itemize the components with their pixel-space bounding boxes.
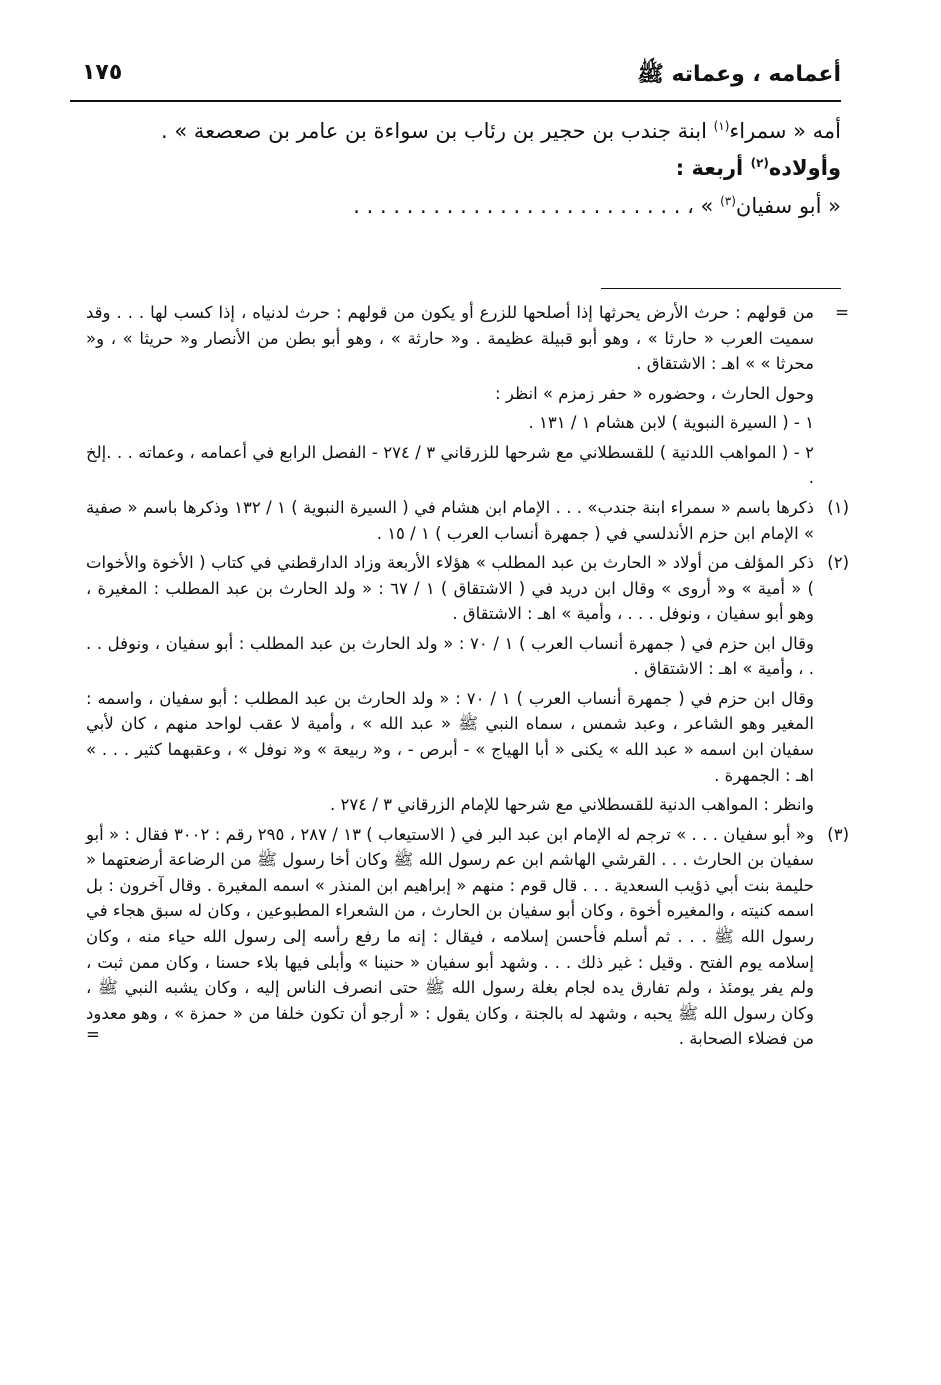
footnote-mark: = [835, 303, 849, 322]
footnote [86, 822, 849, 1052]
main-line-mother: أمه « سمراء$^{(١)}$ ابنة جندب بن حجير بن رئاب بن سواءة بن عامر بن صعصعة » . [160, 119, 841, 143]
main-line-children: وأولاده$^{(٢)}$ أربعة : [675, 156, 841, 181]
dotted-leader: . . . . . . . . . . . . . . . . . . . . . . . . . [353, 193, 681, 218]
main-text [100, 118, 841, 230]
footnote-paragraph: ذكرها باسم « سمراء ابنة جندب» . . . الإمام ابن هشام في ( السيرة النبوية ) ١ / ١٣٢ وذكرها باسم « صفية » الإمام ابن حزم الأندلسي في ( جمهرة أنساب العرب ) ١ / ١٥ . [86, 497, 814, 543]
continuation-mark: = [86, 1025, 100, 1045]
footnotes [86, 300, 849, 1056]
footnote-ref-2: (٢) [750, 156, 769, 171]
running-title: أعمامه ، وعماته ﷺ [637, 62, 841, 87]
footnote-mark: (١) [827, 497, 849, 517]
footnote-paragraph: وقال ابن حزم في ( جمهرة أنساب العرب ) ١ / ٧٠ : « ولد الحارث بن عبد المطلب : أبو سفيان ، واسمه : المغير وهو الشاعر ، وعبد شمس ، سماه النبي ﷺ « عبد الله » ، وأمية لا عقب لواحد منهم ، كان لأبي سفيان ابن اسمه « عبد الله » يكنى « أبا الهياج » - أبرص - ، و« ربيعة » و« نوفل » ، وعقبهما كثير . . . » اهـ : الجمهرة . [86, 688, 814, 785]
footnote-paragraph: ٢ - ( المواهب اللدنية ) للقسطلاني مع شرحها للزرقاني ٣ / ٢٧٤ - الفصل الرابع في أعمامه ، وعماته . . .إلخ . [86, 442, 814, 488]
page-number: ١٧٥ [82, 60, 123, 85]
footnote-paragraph: وحول الحارث ، وحضوره « حفر زمزم » انظر : [495, 383, 814, 403]
footnote-paragraph: ذكر المؤلف من أولاد « الحارث بن عبد المطلب » هؤلاء الأربعة وزاد الدارقطني في كتاب ( الأخوة والأخوات ) « أمية » و« أروى » وقال ابن دريد في ( الاشتقاق ) ١ / ٦٧ : « ولد الحارث بن عبد المطلب : المغيرة ، وهو أبو سفيان ، ونوفل . . . ، وأمية » اهـ : الاشتقاق . [86, 553, 814, 624]
footnote-paragraph: وقال ابن حزم في ( جمهرة أنساب العرب ) ١ / ٧٠ : « ولد الحارث بن عبد المطلب : أبو سفيان ، ونوفل . . . ، وأمية » اهـ : الاشتقاق . [86, 633, 814, 679]
footnote [86, 495, 849, 546]
main-line-abu-sufyan: « أبو سفيان$^{(٣)}$ » ، . . . . . . . . . . . . . . . . . . . . . . . . . [353, 193, 841, 218]
footnote-paragraph: و« أبو سفيان . . . » ترجم له الإمام ابن عبد البر في ( الاستيعاب ) ١٣ / ٢٨٧ ، ٢٩٥ رقم : ٣٠٠٢ فقال : « أبو سفيان بن الحارث . . . القرشي الهاشم ابن عم رسول الله ﷺ وكان أخا رسول ﷺ من الرضاعة أرضعتهما « حليمة بنت أبي ذؤيب السعدية . . . قال قوم : منهم « إبراهيم ابن المنذر » اسمه المغيرة . وقال آخرون : بل اسمه كنيته ، والمغيره أخوة ، وكان أبو سفيان بن الحارث ، من الشعراء المطبوعين ، وكان له سبق هجاء في رسول الله ﷺ . . . ثم أسلم فأحسن إسلامه ، فيقال : إنه ما رفع رأسه إلى رسول الله حياء منه ، وكان إسلامه يوم الفتح . وقيل : غير ذلك . . . وشهد أبو سفيان « حنينا » وأبلى فيها بلاء حسنا ، وكان ممن ثبت ، ولم يفر يومئذ ، ولم تفارق يده لجام بغلة رسول الله ﷺ حتى انصرف الناس إليه ، وكان يشبه النبي ﷺ ، وكان رسول الله ﷺ يحبه ، وشهد له بالجنة ، وكان يقول : « أرجو أن تكون خلفا من « حمزة » ، وهو معدود من فضلاء الصحابة . [86, 824, 814, 1049]
footnote-paragraph: وانظر : المواهب الدنية للقسطلاني مع شرحها للإمام الزرقاني ٣ / ٢٧٤ . [330, 795, 814, 815]
page-header [70, 60, 841, 100]
footnote-paragraph: ١ - ( السيرة النبوية ) لابن هشام ١ / ١٣١ . [528, 413, 814, 433]
footnote [86, 550, 849, 818]
footnote [86, 300, 849, 491]
footnote-ref-3: (٣) [720, 193, 736, 208]
footnote-ref-1: (١) [713, 119, 730, 133]
footnote-paragraph: من قولهم : حرث الأرض يحرثها إذا أصلحها للزرع أو يكون من قولهم : حرث لدنياه ، إذا كسب لها . . . وقد سميت العرب « حارثا » ، وهو أبو قبيلة عظيمة . و« حارثة » ، وهو أبو بطن من الأنصار و« حريثا » ، و« محرثا » » اهـ : الاشتقاق . [86, 303, 814, 374]
footnote-separator [601, 288, 841, 289]
footnote-mark: (٣) [827, 824, 849, 844]
header-rule [70, 100, 841, 102]
footnote-mark: (٢) [827, 553, 849, 573]
